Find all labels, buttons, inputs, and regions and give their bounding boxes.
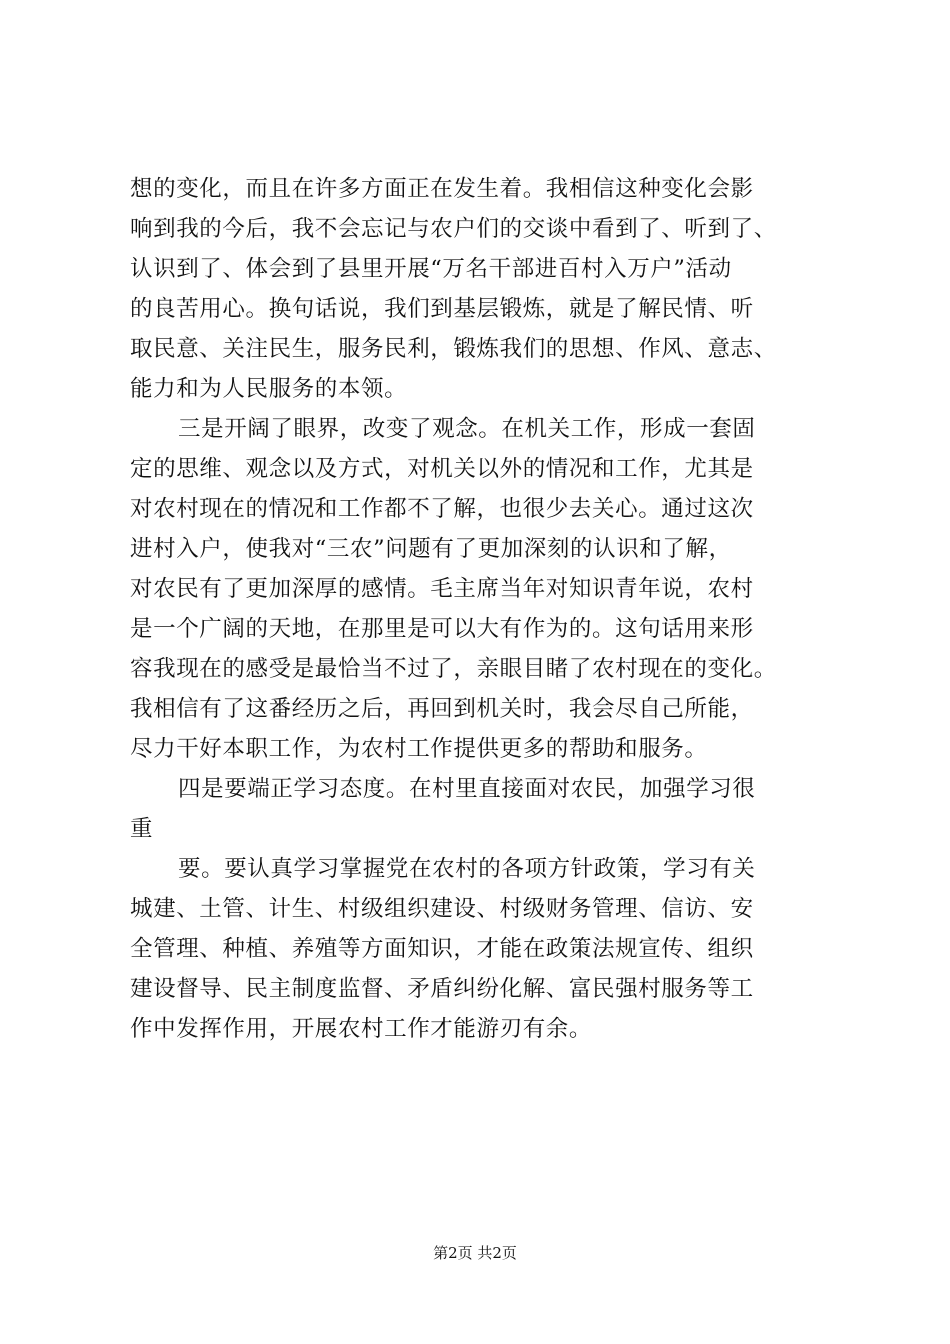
body-text-line: 容我现在的感受是最恰当不过了，亲眼目睹了农村现在的变化。 — [130, 656, 777, 682]
body-text-line: 响到我的今后，我不会忘记与农户们的交谈中看到了、听到了、 — [130, 216, 777, 242]
paragraph-four-start: 四是要端正学习态度。在村里直接面对农民，加强学习很 — [178, 776, 756, 802]
body-text-line: 建设督导、民主制度监督、矛盾纠纷化解、富民强村服务等工 — [130, 976, 754, 1002]
body-text-line: 进村入户，使我对“三农”问题有了更加深刻的认识和了解， — [130, 536, 732, 562]
body-text-line: 定的思维、观念以及方式，对机关以外的情况和工作，尤其是 — [130, 456, 754, 482]
body-text-line: 作中发挥作用，开展农村工作才能游刃有余。 — [130, 1016, 593, 1042]
body-text-line: 对农村现在的情况和工作都不了解，也很少去关心。通过这次 — [130, 496, 754, 522]
body-text-line: 我相信有了这番经历之后，再回到机关时，我会尽自己所能， — [130, 696, 754, 722]
body-text-line: 的良苦用心。换句话说，我们到基层锻炼，就是了解民情、听 — [130, 296, 754, 322]
body-text-line: 认识到了、体会到了县里开展“万名干部进百村入万户”活动 — [130, 256, 732, 282]
paragraph-four-continued: 要。要认真学习掌握党在农村的各项方针政策，学习有关 — [178, 856, 756, 882]
body-text-line: 取民意、关注民生，服务民利，锻炼我们的思想、作风、意志、 — [130, 336, 777, 362]
body-text-line: 能力和为人民服务的本领。 — [130, 376, 408, 402]
body-text-line: 全管理、种植、养殖等方面知识，才能在政策法规宣传、组织 — [130, 936, 754, 962]
body-text-line: 重 — [130, 816, 154, 842]
body-text-line: 对农民有了更加深厚的感情。毛主席当年对知识青年说，农村 — [130, 576, 754, 602]
body-text-line: 想的变化，而且在许多方面正在发生着。我相信这种变化会影 — [130, 176, 754, 202]
page-number-footer: 第2页 共2页 — [433, 1244, 517, 1262]
paragraph-three-start: 三是开阔了眼界，改变了观念。在机关工作，形成一套固 — [178, 416, 756, 442]
body-text-line: 是一个广阔的天地，在那里是可以大有作为的。这句话用来形 — [130, 616, 754, 642]
body-text-line: 城建、土管、计生、村级组织建设、村级财务管理、信访、安 — [130, 896, 754, 922]
body-text-line: 尽力干好本职工作，为农村工作提供更多的帮助和服务。 — [130, 736, 708, 762]
